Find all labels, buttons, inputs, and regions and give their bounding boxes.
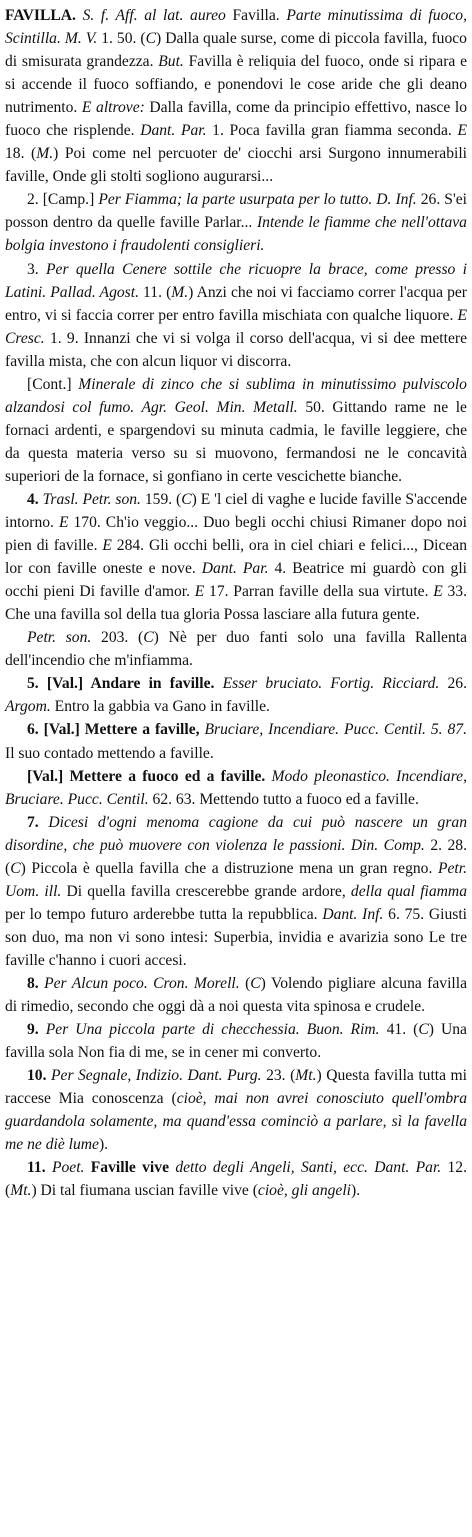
text-run: detto degli Angeli, Santi, ecc. Dant. Par. [175, 1159, 442, 1177]
text-run: Argom. [5, 698, 51, 716]
text-run: Il suo contado mettendo a faville. [5, 744, 214, 762]
sense-2-paragraph [5, 188, 467, 257]
text-run: C [250, 974, 261, 992]
text-run: 170. Ch'io veggio... Duo begli occhi chiusi Rimaner dopo noi pien di faville. [5, 514, 467, 555]
text-run: C [181, 490, 192, 508]
text-run: 12. ( [5, 1159, 467, 1200]
text-run: ) E 'l ciel di vaghe e lucide faville S'accende intorno. [5, 490, 468, 532]
text-run: 9. [27, 1021, 39, 1039]
text-run [76, 7, 83, 24]
sense-6-phrase-paragraph [5, 765, 467, 811]
text-run: E [102, 537, 112, 555]
text-run: E [194, 583, 205, 601]
text-run: Bruciare, Incendiare. Pucc. Centil. 5. 87. [204, 721, 467, 739]
text-run: per lo tempo futuro arderebbe tutta la repubblica. [5, 905, 323, 923]
text-run: 50. Gittando rame ne le fornaci ardenti, e spargendovi su minuta cadmia, le faville leggiere, che da questa materia verso su si muovono, fermandosi ne le concavità superiori de la fornace, si gonfiano in certe vescichette bianche. [5, 398, 467, 485]
text-run: cioè, gli angeli [257, 1182, 352, 1200]
text-run: 17. Parran faville della sua virtute. [204, 583, 434, 601]
text-run: 62. 63. Mettendo tutto a fuoco ed a faville. [148, 790, 419, 808]
text-run: 11. [27, 1159, 46, 1177]
text-run: 4. [27, 490, 39, 508]
text-run: 4. Beatrice mi guardò con gli occhi pieni Di faville d'amor. [5, 560, 467, 601]
text-run: Dalla favilla, come da principio effettivo, nasce lo fuoco che risplende. [5, 99, 467, 140]
text-run: Favilla. [225, 7, 287, 24]
text-run: 2. [Camp.] [27, 191, 99, 209]
text-run: [Val.] Mettere a fuoco ed a faville. [27, 767, 266, 785]
text-run: 284. Gli occhi belli, ora in ciel chiari e felici..., Dicean lor con faville oneste e nove. [5, 537, 467, 578]
text-run: [Cont.] [27, 375, 79, 393]
text-run: Trasl. Petr. son. [42, 490, 141, 508]
text-run [39, 814, 49, 831]
text-run: 1. 9. Innanzi che vi si volga il corso dell'acqua, vi si dee mettere favilla mista, che con alcun liquor vi discorra. [5, 329, 467, 370]
text-run: But. [158, 53, 184, 71]
text-run: ) Volendo pigliare alcuna favilla di rimedio, secondo che oggi dà a noi questa vita spinosa e crudele. [5, 974, 468, 1016]
text-run: E [58, 514, 69, 532]
text-run: Mt. [295, 1067, 317, 1085]
text-run: 1. Poca favilla gran fiamma seconda. [206, 122, 458, 140]
text-run [214, 675, 222, 692]
text-run: 2. 28. ( [5, 836, 467, 877]
text-run: C [145, 30, 157, 48]
text-run: Per Alcun poco. Cron. Morell. [44, 974, 240, 992]
text-run: 8. [27, 974, 39, 992]
text-run: ) Questa favilla tutta mi raccese Mia conoscenza ( [5, 1067, 467, 1108]
text-run: Dant. Par. [140, 122, 207, 140]
text-run: 41. ( [379, 1021, 419, 1039]
text-run: Intende le fiamme che nell'ottava bolgia investono i fraudolenti consiglieri. [5, 214, 467, 255]
text-run: C [418, 1021, 429, 1039]
text-run: ). [351, 1182, 361, 1200]
text-run: Esser bruciato. Fortig. Ricciard. [222, 675, 440, 693]
text-run: 7. [27, 813, 39, 831]
text-run: 18. ( [5, 145, 37, 163]
text-run: Dicesi d'ogni menoma cagione da cui può nascere un gran disordine, che può muovere con violenza le passioni. Din. Comp. [5, 813, 467, 854]
text-run: S. f. Aff. al lat. aureo [82, 7, 226, 24]
text-run: Favilla è reliquia del fuoco, onde si ripara e si accende il fuoco soffiando, e ponendovi le cose aride che gli deano nutrimento. [5, 53, 468, 117]
text-run: M. [36, 145, 54, 163]
sense-3-paragraph [5, 258, 467, 373]
text-run: 10. [27, 1067, 47, 1085]
text-run: E [457, 122, 467, 140]
sense-3-cont-paragraph [5, 373, 467, 488]
text-run: C [143, 629, 154, 647]
text-run: ) Nè per duo fanti solo una favilla Rallenta dell'incendio che m'infiamma. [5, 629, 467, 670]
text-run: 26. S'ei posson dentro da quelle faville Parlar... [5, 191, 468, 232]
text-run: ) Di tal fiumana uscian faville vive ( [31, 1182, 258, 1200]
text-run: Faville vive [90, 1159, 169, 1177]
sense-9-paragraph [5, 1018, 467, 1064]
text-run: 159. ( [140, 490, 182, 508]
text-run: cioè, mai non avrei conosciuto quell'ombra guardandola solamente, ma quand'essa cominciò a parlare, sì la favella me ne diè lume [5, 1090, 467, 1154]
text-run: Petr. Uom. ill. [5, 859, 467, 900]
text-run: M. [171, 283, 189, 301]
text-run: Minerale di zinco che si sublima in minutissimo pulviscolo alzandosi col fumo. Agr. Geol. Min. Metall. [5, 375, 467, 416]
text-run: della qual fiamma [350, 882, 467, 900]
text-run: ) Una favilla sola Non fia di me, se in cener mi converto. [5, 1021, 467, 1062]
text-run: Mt. [10, 1182, 32, 1200]
text-run: Per quella Cenere sottile che ricuopre la brace, come presso i Latini. Pallad. Agost. [5, 260, 468, 301]
text-run: ) Piccola è quella favilla che a distruzione mena un gran regno. [20, 859, 438, 877]
text-run: Poet. [51, 1159, 85, 1177]
sense-10-paragraph [5, 1064, 467, 1156]
text-run: 3. [27, 260, 47, 278]
sense-11-paragraph [5, 1156, 467, 1202]
text-run: Modo pleonastico. Incendiare, Bruciare. Pucc. Centil. [5, 767, 468, 808]
sense-4-paragraph [5, 488, 467, 626]
text-run: Per Segnale, Indizio. Dant. Purg. [51, 1067, 262, 1085]
entry-headword-paragraph [5, 4, 467, 188]
text-run: ) Dalla quale surse, come di piccola favilla, fuoco di smisurata grandezza. [5, 30, 467, 71]
text-run: ( [239, 974, 251, 992]
text-run: Dant. Inf. [322, 905, 384, 923]
text-run: ) Poi come nel percuoter de' ciocchi arsi Surgono innumerabili faville, Onde gli stolti sogliono augurarsi... [5, 145, 467, 186]
text-run: FAVILLA. [5, 7, 76, 24]
text-run: Di quella favilla crescerebbe grande ardore, [61, 882, 351, 900]
text-run: 6. [Val.] Mettere a faville, [27, 721, 200, 739]
text-run: 203. ( [91, 629, 144, 647]
text-run: 1. 50. ( [97, 30, 146, 48]
text-run: ) Anzi che noi vi facciamo correr l'acqua per entro, vi si faccia correr per entro favilla mischiata con qualche liquore. [5, 283, 467, 324]
text-run: Per Fiamma; la parte usurpata per lo tutto. D. Inf. [98, 191, 417, 209]
text-run: 5. [Val.] Andare in faville. [27, 675, 215, 693]
text-run: Parte minutissima di fuoco, Scintilla. M. V. [5, 7, 467, 48]
sense-4-citation-paragraph [5, 626, 467, 672]
text-run: E Cresc. [5, 306, 467, 347]
sense-6-paragraph [5, 718, 467, 764]
text-run: Per Una piccola parte di checchessia. Buon. Rim. [45, 1021, 380, 1039]
text-run: E altrove: [81, 99, 145, 117]
sense-7-paragraph [5, 811, 467, 972]
text-run: Dant. Par. [201, 560, 269, 578]
text-run: ). [98, 1136, 109, 1154]
text-run: 26. [439, 675, 467, 693]
text-run: Entro la gabbia va Gano in faville. [50, 698, 270, 716]
text-run: 6. 75. Giusti son duo, ma non vi sono intesi: Superbia, invidia e avarizia sono Le tre faville c'hanno i cuori accesi. [5, 905, 467, 969]
text-run: 11. ( [138, 283, 172, 301]
sense-5-paragraph [5, 672, 467, 718]
text-run: E [433, 583, 443, 601]
text-run: 23. ( [261, 1067, 296, 1085]
text-run: 33. Che una favilla sol della tua gloria Possa lasciare alla futura gente. [5, 583, 467, 624]
text-run: Petr. son. [27, 629, 92, 647]
sense-8-paragraph [5, 972, 467, 1018]
text-run: C [10, 859, 21, 877]
text-run [39, 1021, 46, 1038]
